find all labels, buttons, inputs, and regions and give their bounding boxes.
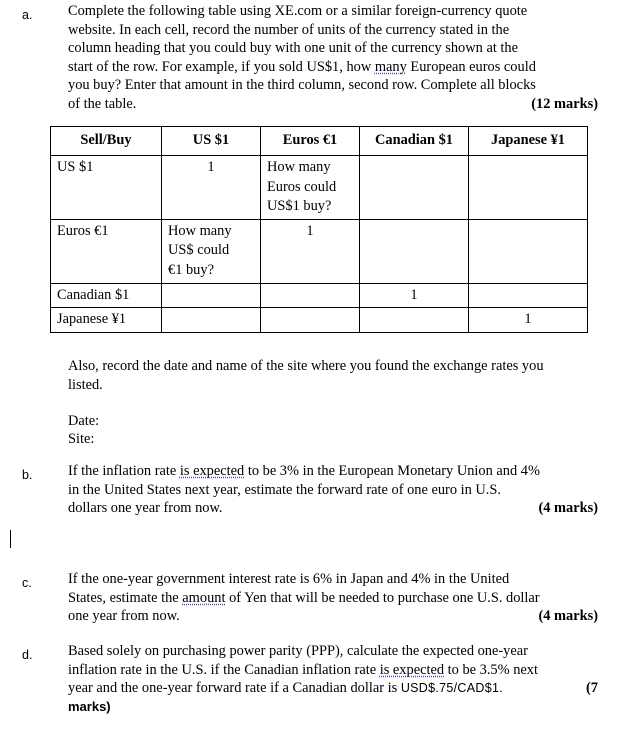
question-a-line-6-text: of the table. [68,95,137,112]
question-d-line-3-text [68,679,503,698]
question-a-line-3: column heading that you could buy with one unit of the currency shown at the [68,40,519,57]
question-c-line-3 [68,607,598,626]
date-label: Date: [68,413,100,429]
question-d-letter: d. [22,648,33,662]
question-a-line-1: Complete the following table using XE.com or a similar foreign-currency quote [68,3,528,19]
question-b-line-1-end: to be 3% in the European Monetary Union and 4% [244,463,540,479]
row-label-us: US $1 [51,156,162,220]
question-d-line-3 [68,679,598,698]
question-b-line-1 [68,462,598,481]
cell-canadian-canadian: 1 [360,283,469,308]
table-row [51,283,588,308]
cell-text-line: €1 buy? [168,261,214,278]
cell-japanese-us [162,308,261,333]
cell-japanese-japanese: 1 [469,308,588,333]
question-b-line-3 [68,499,598,518]
site-label: Site: [68,431,95,447]
table-row [51,219,588,283]
exchange-rate-text: USD$.75/CAD$1. [400,681,503,696]
question-c-line-2-start: States, estimate the [68,589,183,606]
question-a-letter: a. [22,8,33,22]
question-c-line-2 [68,589,598,608]
cell-us-us: 1 [162,156,261,220]
table-row [51,308,588,333]
cell-euros-japanese [469,219,588,283]
question-d-line-2-end: to be 3.5% next [444,661,538,678]
dotted-word-many: many [374,58,407,75]
question-d-line-2 [68,661,598,680]
row-label-japanese: Japanese ¥1 [51,308,162,333]
question-b-line-1-start: If the inflation rate [68,463,180,479]
question-a-marks: (12 marks) [531,95,598,112]
cell-us-canadian [360,156,469,220]
cell-canadian-euros [261,283,360,308]
dotted-phrase-is-expected: is expected [179,463,245,479]
question-d-text [68,642,598,716]
question-d-line-2-start: inflation rate in the U.S. if the Canadian inflation rate [68,661,380,678]
cell-canadian-us [162,283,261,308]
currency-table [50,126,588,333]
header-euros: Euros €1 [261,127,360,156]
question-d-marks-part-1: (7 [586,680,598,697]
row-label-canadian: Canadian $1 [51,283,162,308]
table-row [51,156,588,220]
cell-text-line: How many [168,222,232,239]
question-c-letter: c. [22,576,32,590]
dotted-word-amount: amount [182,589,226,606]
question-c-line-1: If the one-year government interest rate is 6% in Japan and 4% in the United [68,571,510,587]
text-cursor [10,530,11,548]
question-a-text [68,2,598,114]
question-a-line-4 [68,58,598,77]
question-b-letter: b. [22,468,33,482]
cell-euros-us [162,219,261,283]
header-us: US $1 [162,127,261,156]
question-c-line-3-text: one year from now. [68,608,180,625]
question-a-line-2: website. In each cell, record the number of units of the currency stated in the [68,21,510,38]
question-a-line-5: you buy? Enter that amount in the third column, second row. Complete all blocks [68,77,536,94]
table-header-row [51,127,588,156]
question-a-line-6 [68,95,598,114]
also-line-1: Also, record the date and name of the site where you found the exchange rates you [68,358,544,374]
question-c-line-2-end: of Yen that will be needed to purchase one U.S. dollar [225,589,540,606]
question-d-line-3-start: year and the one-year forward rate if a Canadian dollar is [68,680,401,697]
cell-us-japanese [469,156,588,220]
question-b-line-2: in the United States next year, estimate the forward rate of one euro in U.S. [68,481,502,498]
cell-us-euros [261,156,360,220]
cell-canadian-japanese [469,283,588,308]
cell-text-line: US$ could [168,242,230,259]
question-b-marks: (4 marks) [538,500,598,517]
cell-euros-canadian [360,219,469,283]
cell-japanese-canadian [360,308,469,333]
question-d-marks-part-2: marks) [68,698,111,714]
cell-japanese-euros [261,308,360,333]
also-paragraph [68,357,598,394]
also-line-2: listed. [68,376,103,393]
cell-text-line: Euros could [267,178,337,195]
row-label-euros: Euros €1 [51,219,162,283]
header-canadian: Canadian $1 [360,127,469,156]
header-sell-buy: Sell/Buy [51,127,162,156]
header-japanese: Japanese ¥1 [469,127,588,156]
question-a-line-4-start: start of the row. For example, if you sold US$1, how [68,58,375,75]
question-a-line-4-end: European euros could [406,58,536,75]
dotted-phrase-is-expected-2: is expected [379,661,445,678]
cell-euros-euros: 1 [261,219,360,283]
question-b-line-3-text: dollars one year from now. [68,500,223,517]
question-d-line-1: Based solely on purchasing power parity (PPP), calculate the expected one-year [68,643,528,659]
cell-text-line: How many [267,159,331,175]
question-b-text [68,462,598,518]
question-c-marks: (4 marks) [538,608,598,625]
cell-text-line: US$1 buy? [267,198,332,215]
question-c-text [68,570,598,626]
